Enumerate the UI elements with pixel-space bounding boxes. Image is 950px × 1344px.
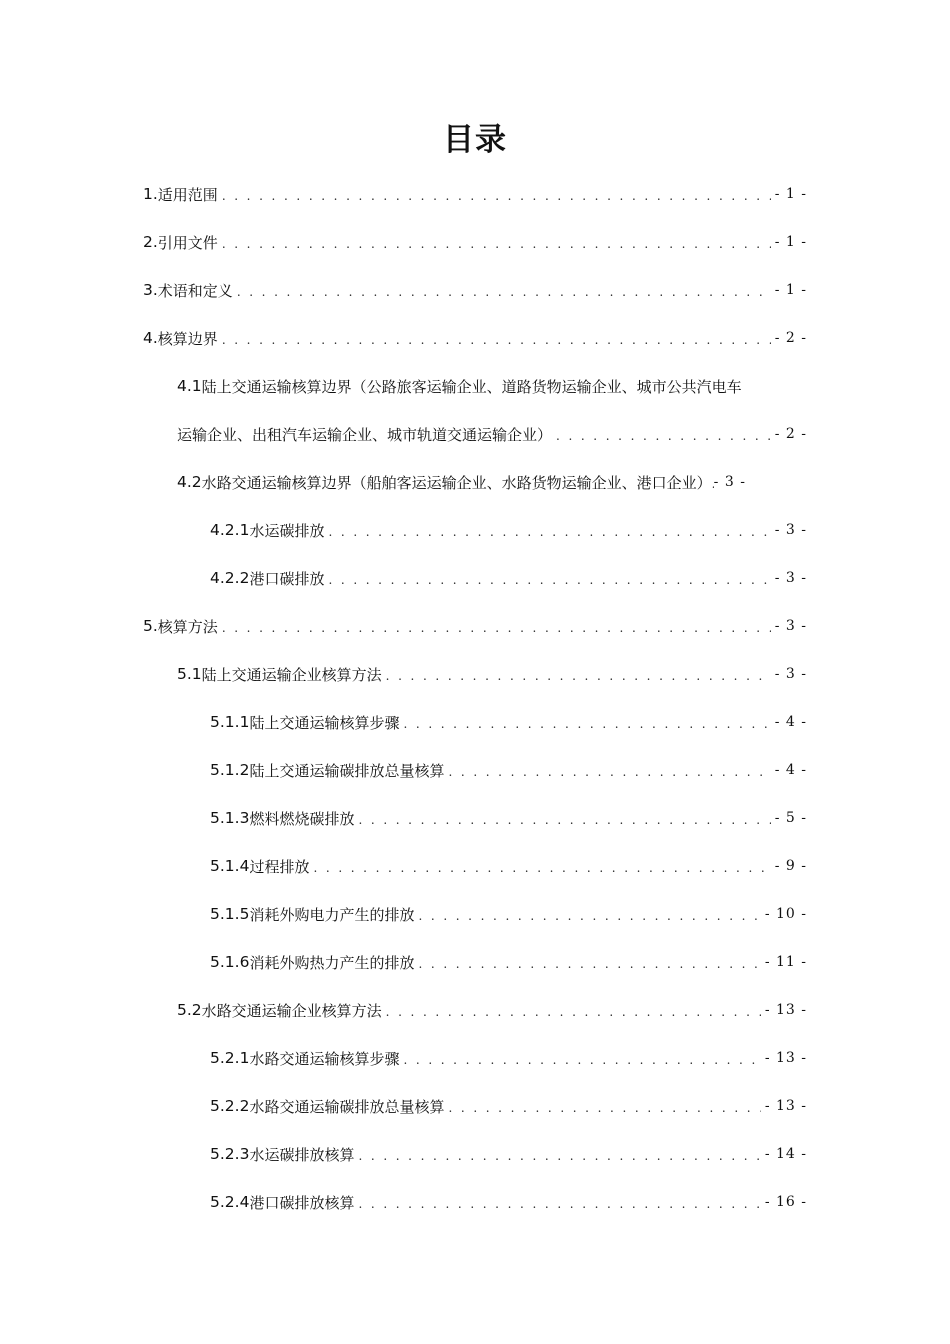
- toc-entry-title: 过程排放: [249, 857, 310, 876]
- dot-leader: [403, 1053, 760, 1067]
- toc-entry-title: 港口碳排放核算: [249, 1193, 355, 1212]
- toc-entry-4-2-2[interactable]: [210, 554, 807, 602]
- toc-entry-title: 陆上交通运输企业核算方法: [201, 665, 382, 684]
- page-title: 目录: [443, 122, 507, 158]
- dot-leader: [358, 1149, 760, 1163]
- dot-leader: [222, 237, 771, 251]
- dot-leader: [222, 621, 771, 635]
- dot-leader: [403, 717, 770, 731]
- dot-leader: [418, 909, 760, 923]
- toc-entry-number: 5.2.4: [210, 1193, 250, 1211]
- toc-entry-5-1-4[interactable]: [210, 842, 807, 890]
- toc-entry-number: 5.1.3: [210, 809, 250, 827]
- toc-entry-title: 水路交通运输核算步骤: [249, 1049, 400, 1068]
- toc-entry-number: 5.2: [177, 1001, 202, 1019]
- toc-entry-page: - 4 -: [774, 762, 807, 778]
- toc-entry-page: - 4 -: [774, 714, 807, 730]
- toc-entry-5-1[interactable]: [177, 650, 807, 698]
- toc-entry-page: - 9 -: [774, 858, 807, 874]
- toc-entry-title: 术语和定义: [157, 281, 233, 300]
- dot-leader: [358, 813, 770, 827]
- toc-entry-title: 燃料燃烧碳排放: [249, 809, 355, 828]
- dot-leader: [313, 861, 770, 875]
- toc-entry-page: - 11 -: [764, 954, 807, 970]
- toc-entry-number: 5.: [143, 617, 158, 635]
- toc-entry-number: 2.: [143, 233, 158, 251]
- dot-leader: [358, 1197, 760, 1211]
- toc-entry-page: - 3 -: [774, 618, 807, 634]
- toc-entry-number: 4.: [143, 329, 158, 347]
- toc-entry-number: 3.: [143, 281, 158, 299]
- toc-entry-2[interactable]: [143, 218, 807, 266]
- toc-entry-1[interactable]: [143, 170, 807, 218]
- toc-entry-title: 水路交通运输核算边界（船舶客运运输企业、水路货物运输企业、港口企业）: [201, 473, 712, 492]
- toc-entry-page: - 3 -: [774, 522, 807, 538]
- toc-entry-5-2-1[interactable]: [210, 1034, 807, 1082]
- dot-leader: [222, 189, 771, 203]
- toc-entry-number: 4.1: [177, 377, 202, 395]
- toc-entry-title: 引用文件: [157, 233, 218, 252]
- toc-entry-page: - 13 -: [764, 1098, 807, 1114]
- toc-entry-page: - 3 -: [774, 666, 807, 682]
- toc-entry-title: 水路交通运输碳排放总量核算: [249, 1097, 445, 1116]
- toc-entry-page: - 5 -: [774, 810, 807, 826]
- toc-entry-5-1-2[interactable]: [210, 746, 807, 794]
- toc-entry-5-2-2[interactable]: [210, 1082, 807, 1130]
- toc-entry-page: - 10 -: [764, 906, 807, 922]
- toc-entry-3[interactable]: [143, 266, 807, 314]
- toc-entry-4[interactable]: [143, 314, 807, 362]
- toc-entry-title: 水路交通运输企业核算方法: [201, 1001, 382, 1020]
- toc-entry-number: 5.1.4: [210, 857, 250, 875]
- toc-entry-number: 5.2.1: [210, 1049, 250, 1067]
- toc-entry-page: - 3 -: [774, 570, 807, 586]
- toc-entry-5-2-3[interactable]: [210, 1130, 807, 1178]
- dot-leader: [328, 525, 770, 539]
- toc-entry-page: - 3 -: [713, 474, 746, 490]
- toc-entry-page: - 13 -: [764, 1050, 807, 1066]
- dot-leader: [328, 573, 770, 587]
- toc-entry-title: 水运碳排放核算: [249, 1145, 355, 1164]
- toc-entry-5[interactable]: [143, 602, 807, 650]
- toc-entry-title: 消耗外购热力产生的排放: [249, 953, 415, 972]
- dot-leader: [386, 669, 771, 683]
- dot-leader: [418, 957, 760, 971]
- dot-leader: [386, 1005, 761, 1019]
- toc-entry-4-2-1[interactable]: [210, 506, 807, 554]
- toc-entry-page: - 2 -: [774, 330, 807, 346]
- toc-entry-page: - 1 -: [774, 186, 807, 202]
- toc-entry-number: 5.1.2: [210, 761, 250, 779]
- toc-entry-5-1-1[interactable]: [210, 698, 807, 746]
- toc-entry-title: 适用范围: [157, 185, 218, 204]
- toc-entry-5-1-5[interactable]: [210, 890, 807, 938]
- toc-entry-number: 5.1: [177, 665, 202, 683]
- toc-entry-number: 4.2.1: [210, 521, 250, 539]
- dot-leader: [556, 429, 771, 443]
- toc-entry-title: 陆上交通运输碳排放总量核算: [249, 761, 445, 780]
- dot-leader: [237, 285, 771, 299]
- toc-entry-number: 4.2.2: [210, 569, 250, 587]
- toc-entry-number: 5.1.5: [210, 905, 250, 923]
- toc-entry-title: 陆上交通运输核算边界（公路旅客运输企业、道路货物运输企业、城市公共汽电车: [201, 377, 742, 396]
- toc-entry-title: 核算方法: [157, 617, 218, 636]
- toc-entry-5-1-6[interactable]: [210, 938, 807, 986]
- dot-leader: [448, 765, 770, 779]
- dot-leader: [222, 333, 771, 347]
- toc-entry-page: - 1 -: [774, 282, 807, 298]
- toc-entry-title: 陆上交通运输核算步骤: [249, 713, 400, 732]
- toc-entry-5-2-4[interactable]: [210, 1178, 807, 1226]
- toc-entry-4-1[interactable]: [177, 362, 807, 410]
- toc-entry-title: 港口碳排放: [249, 569, 325, 588]
- dot-leader: [448, 1101, 760, 1115]
- toc-entry-number: 5.1.1: [210, 713, 250, 731]
- toc-entry-5-2[interactable]: [177, 986, 807, 1034]
- toc-entry-4-2[interactable]: [177, 458, 807, 506]
- toc-entry-4-1-continued[interactable]: [177, 410, 807, 458]
- toc-entry-title: 水运碳排放: [249, 521, 325, 540]
- toc-entry-title: 运输企业、出租汽车运输企业、城市轨道交通运输企业）: [177, 425, 553, 444]
- toc-entry-title: 核算边界: [157, 329, 218, 348]
- toc-entry-page: - 13 -: [764, 1002, 807, 1018]
- toc-entry-page: - 14 -: [764, 1146, 807, 1162]
- toc-entry-page: - 1 -: [774, 234, 807, 250]
- dot-leader: [712, 477, 714, 491]
- toc-entry-page: - 2 -: [774, 426, 807, 442]
- toc-entry-number: 5.2.3: [210, 1145, 250, 1163]
- toc-entry-number: 5.2.2: [210, 1097, 250, 1115]
- toc-entry-title: 消耗外购电力产生的排放: [249, 905, 415, 924]
- toc-entry-number: 4.2: [177, 473, 202, 491]
- toc-entry-number: 5.1.6: [210, 953, 250, 971]
- toc-entry-number: 1.: [143, 185, 158, 203]
- toc-entry-5-1-3[interactable]: [210, 794, 807, 842]
- toc-entry-page: - 16 -: [764, 1194, 807, 1210]
